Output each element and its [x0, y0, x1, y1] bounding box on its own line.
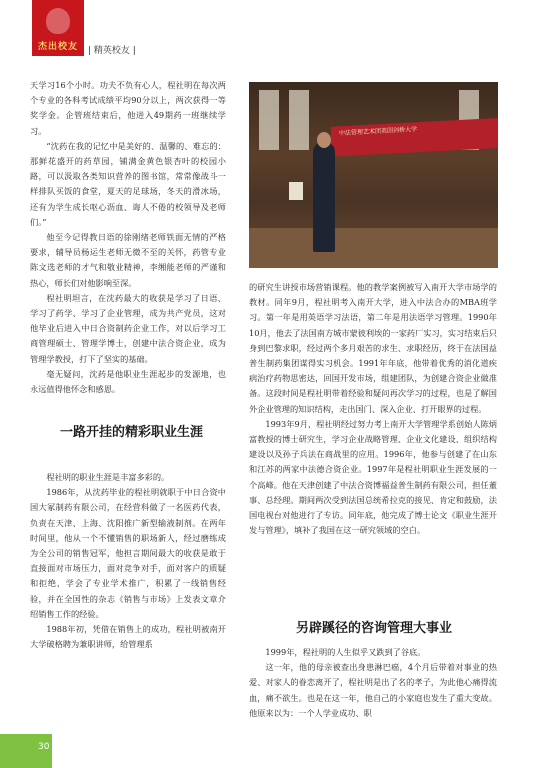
paragraph: 1988年初，凭借在销售上的成功，程社明被南开大学破格聘为兼职讲师，给管理系 [30, 624, 226, 650]
page-header [0, 0, 553, 60]
paragraph: 的研究生讲授市场营销课程。他的教学案例被写入南开大学市场学的教材。同年9月，程社明考入南开大学，进入中法合办的MBA班学习。第一年是用英语学习法语，第二年是用法语学习管理。1990年10月，他去了法国南方城市蒙彼利埃的一家药厂实习，实习结束后只身到巴黎求职，经过两个多月艰苦的求生、求职经历，终于在法国益普生制药集团谋得实习机会。1991年年底，他带着优秀的消化道疾病治疗药物思密达，回国开发市场，组建团队，为创建合资企业做准备。这段时间是程社明带着经验和疑问再次学习的过程，也是了解国外企业管理的知识结构，走出国门、深入企业、打开眼界的过程。 [249, 282, 497, 414]
paragraph: 1993年9月，程社明经过努力考上南开大学管理学系创始人陈炳富教授的博士研究生，学习企业战略管理、企业文化建设、组织结构建设以及孙子兵法在商战里的应用。1996年，他参与创建了在山东和江苏的两家中法德合资企业。1997年是程社明职业生涯发展的一个高峰。他在天津创建了中法合资博福益普生制药有限公司，担任董事、总经理。期间两次受到法国总统希拉克的接见、肯定和鼓励，法国电视台对他进行了专访。同年底，他完成了博士论文《职业生涯开发与管理》，填补了我国在这一研究领域的空白。 [249, 418, 497, 536]
window-shape [289, 90, 309, 150]
paragraph: 1999年，程社明的人生似乎又跌到了谷底。 [265, 647, 426, 657]
paragraph: 这一年，他的母亲被查出身患淋巴癌，4个月后带着对事业的热爱、对家人的眷恋离开了，程社明是出了名的孝子，为此他心痛得流血，痛不欲生。也是在这一年，他自己的小家庭也发生了重大变故。他原来以为：一个人学业成功、职 [249, 662, 497, 718]
section-heading-consulting: 另辟蹊径的咨询管理大事业 [296, 621, 453, 636]
paragraph: 天学习16个小时。功夫不负有心人，程社明在每次两个专业的各科考试成绩平均90分以上，两次获得一等奖学金。企管班结束后，他进入49期药一班继续学习。 [30, 80, 226, 136]
event-photo [249, 82, 498, 268]
paragraph: “沈药在我的记忆中是美好的、温馨的、难忘的：那鲜花盛开的药草园，铺满金黄色银杏叶的校园小路，可以汲取各类知识营养的图书馆，常常像战斗一样排队买饭的食堂，夏天的足球场，冬天的滑冰场，还有为学生成长呕心沥血、诲人不倦的校领导及老师们。” [30, 140, 226, 227]
right-column-bottom [249, 645, 497, 721]
poster-shape [289, 182, 303, 200]
section-heading-career: 一路开挂的精彩职业生涯 [60, 425, 204, 440]
paragraph: 程社明的职业生涯是丰富多彩的。 [46, 472, 170, 482]
speaker-figure [313, 142, 335, 252]
paragraph: 他至今记得教日语的徐刚绪老师铁面无情的严格要求，辅导员杨运生老师无微不至的关怀，药管专业陈文选老师的才气和敬业精神，李缃能老师的严谨和热心，师长们对他影响至深。 [30, 232, 226, 288]
portrait-icon [46, 8, 70, 34]
left-column-top [30, 78, 226, 397]
paragraph: 程社明坦言，在沈药最大的收获是学习了日语、学习了药学、学习了企业管理，成为共产党员，这对他毕业后进入中日合资制药企业工作，对以后学习工商管理硕士、管理学博士，创建中法合资企业，成为管理学教授，打下了坚实的基础。 [30, 292, 226, 364]
window-shape [259, 90, 279, 150]
page-number-tab [0, 734, 52, 768]
speaker-head [317, 132, 331, 148]
paragraph: 毫无疑问，沈药是他职业生涯起步的发源地，也永远值得他怀念和感恩。 [30, 368, 226, 395]
logo-text: 杰出校友 [37, 42, 78, 52]
floor-shape [249, 228, 498, 268]
right-column-top [249, 280, 497, 538]
section-tag: | 精英校友 | [88, 46, 136, 56]
magazine-logo [32, 0, 84, 56]
paragraph: 1986年，从沈药毕业的程社明就职于中日合资中国大冢制药有限公司，在经营科做了一名医药代表，负责在天津、上海、沈阳推广新型输液制剂。在两年时间里，他从一个不懂销售的职场新人，经过磨练成为全公司的销售冠军，他担言期间最大的收获是敢于直接面对市场压力，面对竞争对手，面对客户的质疑和拒绝，学会了专业学术推广，积累了一线销售经验，并在全国性的杂志《销售与市场》上发表文章介绍销售工作的经验。 [30, 487, 226, 619]
left-column-bottom [30, 470, 226, 652]
banner-text: 中法管理艺术团英国剑桥大学 [339, 125, 418, 138]
page-number: 30 [38, 742, 50, 752]
